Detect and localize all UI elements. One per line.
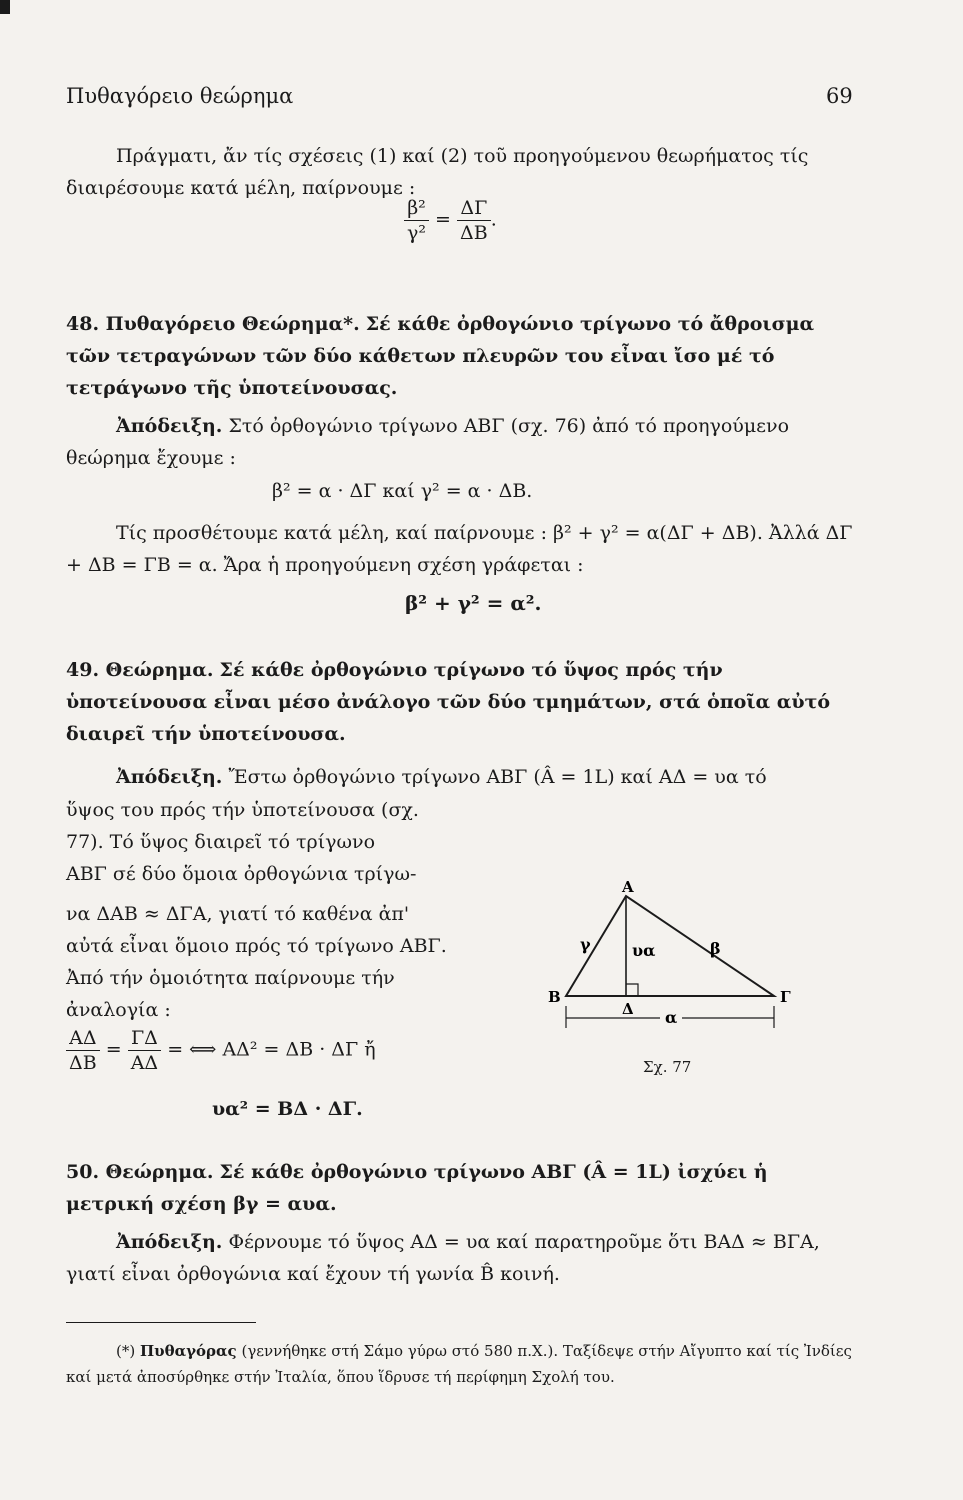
proof-label: Ἀπόδειξη. xyxy=(116,415,223,437)
height-squared-equation: υα² = ΒΔ · ΔΓ. xyxy=(212,1098,363,1120)
page-number: 69 xyxy=(826,84,853,108)
section-50-statement xyxy=(66,1156,856,1220)
section-48-sum-text: Τίς προσθέτουμε κατά μέλη, καί παίρνουμε : β² + γ² = α(ΔΓ + ΔΒ). Ἀλλά ΔΓ + ΔΒ = ΓΒ = α. Ἄρα ἡ προηγούμενη σχέση γράφεται : xyxy=(66,522,853,576)
denominator: ΑΔ xyxy=(130,1052,159,1074)
section-48-theorem: Σέ κάθε ὀρθογώνιο τρίγωνο τό ἄθροισμα τῶν τετραγώνων τῶν δύο κάθετων πλευρῶν του εἶναι ἴσο μέ τό τετράγωνο τῆς ὑποτείνουσας. xyxy=(66,313,815,399)
vertex-label-b: Β xyxy=(548,988,561,1006)
footnote-name: Πυθαγόρας xyxy=(140,1342,237,1360)
denominator: γ² xyxy=(407,222,426,244)
section-49-heading: 49. Θεώρημα. xyxy=(66,659,214,681)
footnote xyxy=(66,1338,866,1390)
fraction-gd-ad xyxy=(128,1026,161,1075)
ratio-equation xyxy=(404,196,497,245)
height-label: υα xyxy=(632,941,656,960)
denominator: ΔΒ xyxy=(69,1052,97,1074)
proof-label: Ἀπόδειξη. xyxy=(116,1231,223,1253)
numerator: ΓΔ xyxy=(128,1026,161,1051)
running-title: Πυθαγόρειο θεώρημα xyxy=(66,84,294,108)
equation-beta-gamma-squared: β² = α · ΔΓ καί γ² = α · ΔΒ. xyxy=(272,480,533,502)
section-49-proof-body xyxy=(66,794,486,1026)
page-corner-mark xyxy=(0,0,10,14)
section-48-statement xyxy=(66,308,856,404)
proof-line: ἀναλογία : xyxy=(66,999,171,1021)
proof-line: να ΔΑΒ ≈ ΔΓΑ, γιατί τό καθένα ἀπ' xyxy=(66,903,410,925)
fraction-dg-db xyxy=(457,196,491,245)
section-50-heading: 50. Θεώρημα. xyxy=(66,1161,214,1183)
proof-line: Ἀπό τήν ὁμοιότητα παίρνουμε τήν xyxy=(66,967,395,989)
section-49-proof-first-line xyxy=(116,762,767,792)
vertex-label-g: Γ xyxy=(780,988,791,1006)
vertex-label-a: Α xyxy=(622,878,634,896)
proof-line: ΑΒΓ σέ δύο ὅμοια ὀρθογώνια τρίγω- xyxy=(66,863,417,885)
foot-label-d: Δ xyxy=(622,1000,634,1018)
proof-text: Ἔστω ὀρθογώνιο τρίγωνο ΑΒΓ (Â = 1L) καί ΑΔ = υα τό xyxy=(228,766,767,788)
section-48-heading: 48. Πυθαγόρειο Θεώρημα*. xyxy=(66,313,360,335)
numerator: ΑΔ xyxy=(66,1026,100,1051)
section-49-theorem: Σέ κάθε ὀρθογώνιο τρίγωνο τό ὕψος πρός τήν ὑποτείνουσα εἶναι μέσο ἀνάλογο τῶν δύο τμημάτων, στά ὁποῖα αὐτό διαιρεῖ τήν ὑποτείνουσα. xyxy=(66,659,831,745)
footnote-text: (γεννήθηκε στή Σάμο γύρω στό 580 π.Χ.). Ταξίδεψε στήν Αἴγυπτο καί τίς Ἰνδίες καί μετά ἀποσύρθηκε στήν Ἰταλία, ὅπου ἵδρυσε τή περίφημη Σχολή του. xyxy=(66,1342,852,1386)
proof-line: αὐτά εἶναι ὅμοιο πρός τό τρίγωνο ΑΒΓ. xyxy=(66,935,447,957)
numerator: β² xyxy=(404,196,429,221)
intro-paragraph: Πράγματι, ἄν τίς σχέσεις (1) καί (2) τοῦ προηγούμενου θεωρήματος τίς διαιρέσουμε κατά μέλη, παίρνουμε : xyxy=(66,145,809,199)
pythagorean-equation: β² + γ² = α². xyxy=(405,591,542,615)
section-49-statement xyxy=(66,654,856,750)
fraction-ad-db xyxy=(66,1026,100,1075)
side-label-beta: β xyxy=(710,939,721,958)
section-50-theorem: Σέ κάθε ὀρθογώνιο τρίγωνο ΑΒΓ (Â = 1L) ἰσχύει ἡ μετρική σχέση βγ = αυα. xyxy=(66,1161,768,1215)
figure-caption: Σχ. 77 xyxy=(643,1058,692,1076)
figure-77-triangle xyxy=(530,868,810,1058)
proof-line: 77). Τό ὕψος διαιρεῖ τό τρίγωνο xyxy=(66,831,376,853)
proportion-equation: $\frac{A\Delta}{\Delta B}$ = $\frac{\Gamma\Delta}{A\Delta}$ = ⟺ ΑΔ² = ΔΒ · ΔΓ ἤ xyxy=(66,1026,376,1075)
side-label-gamma: γ xyxy=(580,935,591,954)
side-label-alpha: α xyxy=(665,1008,678,1027)
proof-line: ὕψος του πρός τήν ὑποτείνουσα (σχ. xyxy=(66,799,419,821)
denominator: ΔΒ xyxy=(460,222,488,244)
period: . xyxy=(490,208,497,231)
proof-text: Φέρνουμε τό ὕψος ΑΔ = υα καί παρατηροῦμε ὅτι ΒΑΔ ≈ ΒΓΑ, γιατί εἶναι ὀρθογώνια καί ἔχουν τή γωνία B̂ κοινή. xyxy=(66,1231,820,1285)
proof-label: Ἀπόδειξη. xyxy=(116,766,223,788)
numerator: ΔΓ xyxy=(457,196,491,221)
equation-rest: = ⟺ ΑΔ² = ΔΒ · ΔΓ ἤ xyxy=(167,1038,376,1061)
footnote-marker: (*) xyxy=(116,1342,136,1360)
section-48-proof xyxy=(66,410,856,474)
proof-text: Στό ὀρθογώνιο τρίγωνο ΑΒΓ (σχ. 76) ἀπό τό προηγούμενο θεώρημα ἔχουμε : xyxy=(66,415,790,469)
fraction-beta-gamma xyxy=(404,196,429,245)
section-50-proof xyxy=(66,1226,856,1290)
equals-sign: = xyxy=(435,208,451,231)
footnote-divider xyxy=(66,1322,256,1323)
